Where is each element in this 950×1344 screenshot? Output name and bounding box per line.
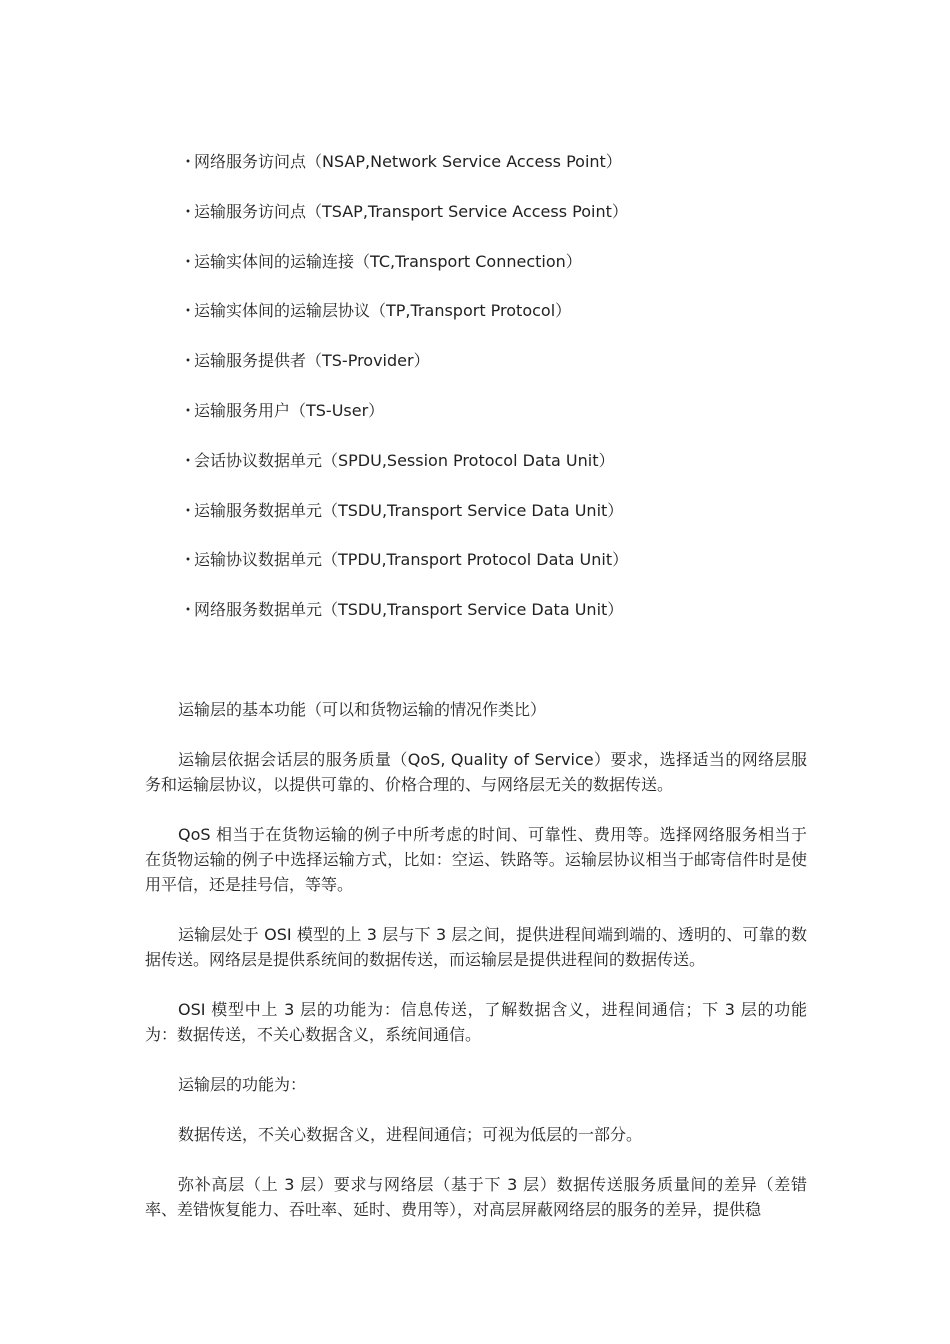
paragraph: 数据传送，不关心数据含义，进程间通信；可视为低层的一部分。 xyxy=(178,1125,643,1144)
bullet-icon: ・ xyxy=(180,251,197,271)
glossary-list xyxy=(180,150,628,648)
paragraph: 运输层依据会话层的服务质量（QoS, Quality of Service）要求，选择适当的网络层服务和运输层协议，以提供可靠的、价格合理的、与网络层无关的数据传送。 xyxy=(145,750,807,794)
paragraph: 弥补高层（上 3 层）要求与网络层（基于下 3 层）数据传送服务质量间的差异（差错率、差错恢复能力、吞吐率、延时、费用等），对高层屏蔽网络层的服务的差异，提供稳 xyxy=(145,1175,807,1219)
list-item xyxy=(180,499,628,549)
glossary-term: 运输服务访问点（TSAP,Transport Service Access Point） xyxy=(194,201,628,221)
list-item xyxy=(180,548,628,598)
list-item xyxy=(180,598,628,648)
paragraph: 运输层处于 OSI 模型的上 3 层与下 3 层之间，提供进程间端到端的、透明的、可靠的数据传送。网络层是提供系统间的数据传送，而运输层是提供进程间的数据传送。 xyxy=(145,925,807,969)
glossary-term: 会话协议数据单元（SPDU,Session Protocol Data Unit） xyxy=(194,450,615,470)
paragraph: 运输层的功能为： xyxy=(178,1075,307,1094)
bullet-icon: ・ xyxy=(180,500,197,520)
bullet-icon: ・ xyxy=(180,201,197,221)
list-item xyxy=(180,250,628,300)
list-item xyxy=(180,349,628,399)
section-heading: 运输层的基本功能（可以和货物运输的情况作类比） xyxy=(178,700,547,719)
list-item xyxy=(180,449,628,499)
glossary-term: 运输服务用户（TS-User） xyxy=(194,400,385,420)
glossary-term: 运输实体间的运输层协议（TP,Transport Protocol） xyxy=(194,301,572,321)
bullet-icon: ・ xyxy=(180,152,197,171)
bullet-icon: ・ xyxy=(180,351,197,371)
glossary-term: 网络服务访问点（NSAP,Network Service Access Point） xyxy=(194,152,622,171)
glossary-term: 运输实体间的运输连接（TC,Transport Connection） xyxy=(194,251,582,271)
list-item xyxy=(180,150,628,200)
paragraph: OSI 模型中上 3 层的功能为：信息传送，了解数据含义，进程间通信；下 3 层的功能为：数据传送，不关心数据含义，系统间通信。 xyxy=(145,1000,807,1044)
body-text xyxy=(145,697,807,1247)
list-item xyxy=(180,399,628,449)
glossary-term: 运输协议数据单元（TPDU,Transport Protocol Data Unit） xyxy=(194,550,629,570)
paragraph: QoS 相当于在货物运输的例子中所考虑的时间、可靠性、费用等。选择网络服务相当于在货物运输的例子中选择运输方式，比如：空运、铁路等。运输层协议相当于邮寄信件时是使用平信，还是挂号信，等等。 xyxy=(145,825,807,894)
glossary-term: 网络服务数据单元（TSDU,Transport Service Data Unit） xyxy=(194,600,624,620)
bullet-icon: ・ xyxy=(180,301,197,321)
bullet-icon: ・ xyxy=(180,550,197,570)
list-item xyxy=(180,299,628,349)
bullet-icon: ・ xyxy=(180,450,197,470)
glossary-term: 运输服务提供者（TS-Provider） xyxy=(194,351,430,371)
glossary-term: 运输服务数据单元（TSDU,Transport Service Data Unit） xyxy=(194,500,624,520)
bullet-icon: ・ xyxy=(180,400,197,420)
list-item xyxy=(180,200,628,250)
bullet-icon: ・ xyxy=(180,600,197,620)
